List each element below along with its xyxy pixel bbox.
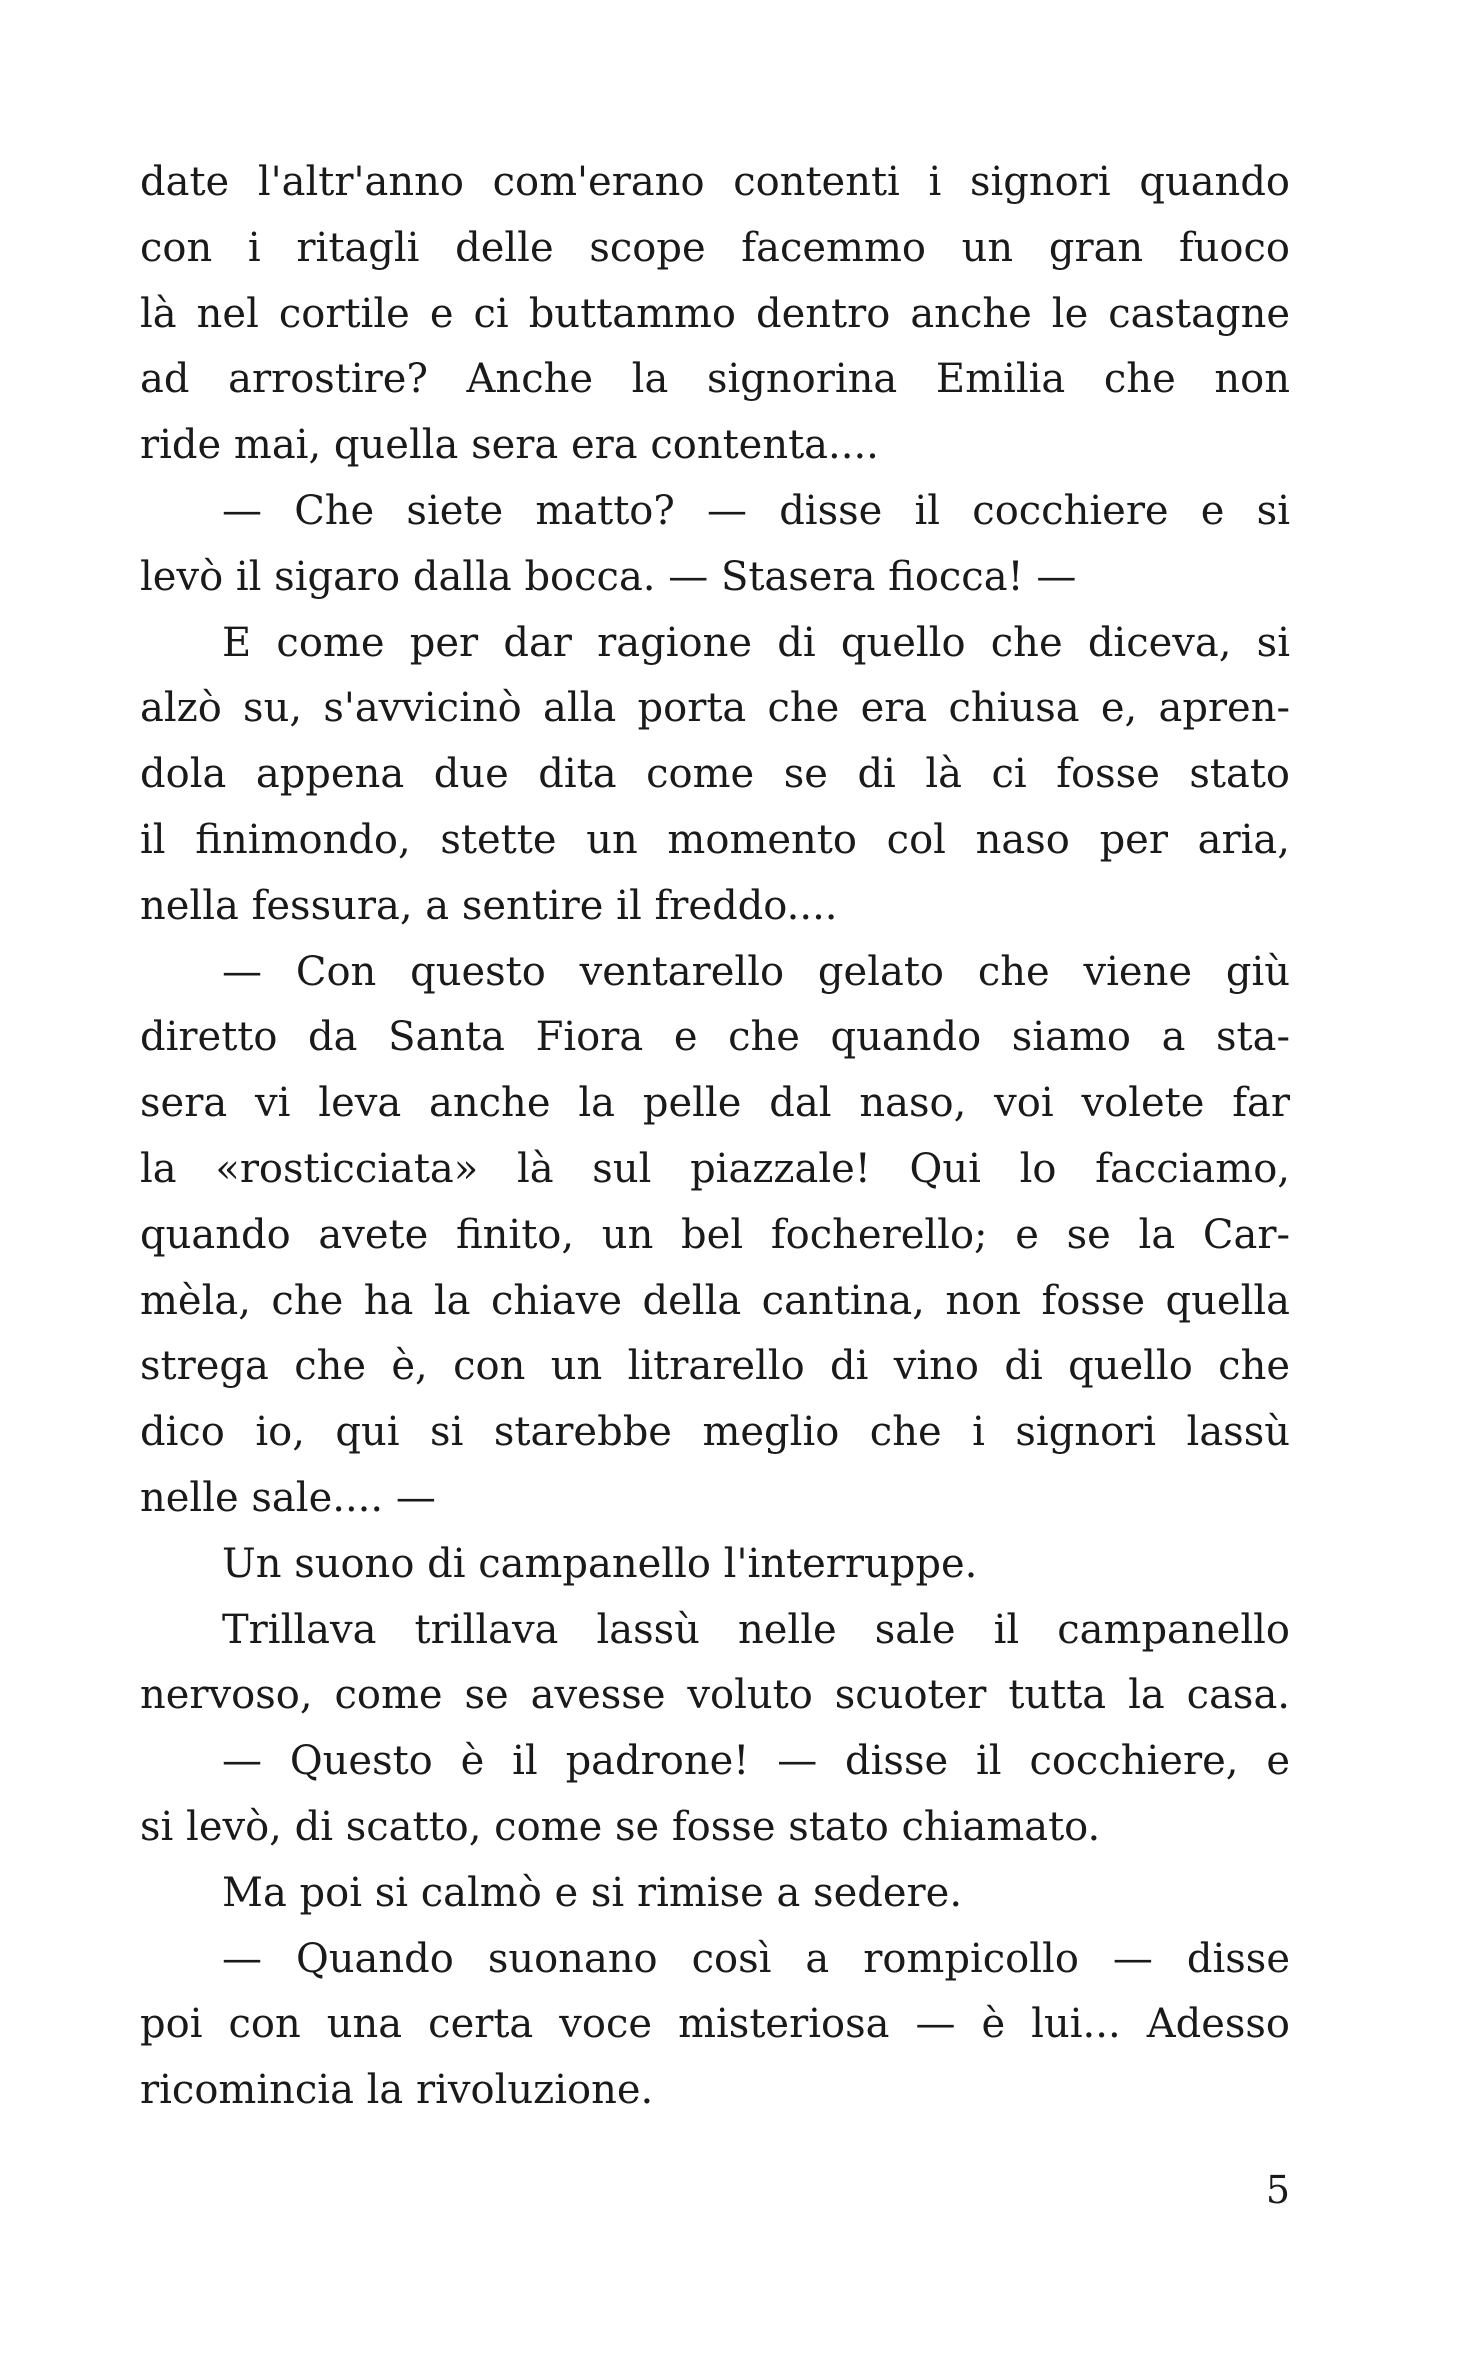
text-line: sera vi leva anche la pelle dal naso, voi volete far bbox=[140, 1080, 1290, 1127]
text-line: quando avete finito, un bel focherello; e se la Car- bbox=[140, 1211, 1290, 1258]
text-line: ricomincia la rivoluzione. bbox=[140, 2067, 654, 2114]
text-line: mèla, che ha la chiave della cantina, non fosse quella bbox=[140, 1277, 1290, 1324]
page-number: 5 bbox=[1265, 2168, 1290, 2212]
text-line: — Con questo ventarello gelato che viene giù bbox=[222, 948, 1290, 995]
text-line: levò il sigaro dalla bocca. — Stasera fiocca! — bbox=[140, 553, 1077, 600]
text-line: nella fessura, a sentire il freddo.... bbox=[140, 882, 838, 929]
text-line: là nel cortile e ci buttammo dentro anche le castagne bbox=[140, 290, 1290, 337]
text-line: dola appena due dita come se di là ci fosse stato bbox=[140, 751, 1290, 798]
text-line: dico io, qui si starebbe meglio che i signori lassù bbox=[140, 1409, 1290, 1456]
text-line: strega che è, con un litrarello di vino di quello che bbox=[140, 1343, 1290, 1390]
text-line: — Questo è il padrone! — disse il cocchiere, e bbox=[222, 1738, 1290, 1785]
text-line: — Che siete matto? — disse il cocchiere e si bbox=[222, 487, 1290, 534]
text-line: ad arrostire? Anche la signorina Emilia che non bbox=[140, 356, 1290, 403]
text-line: date l'altr'anno com'erano contenti i signori quando bbox=[140, 159, 1290, 205]
text-line: si levò, di scatto, come se fosse stato chiamato. bbox=[140, 1803, 1101, 1850]
text-line: — Quando suonano così a rompicollo — disse bbox=[222, 1935, 1290, 1982]
text-line: la «rosticciata» là sul piazzale! Qui lo facciamo, bbox=[140, 1145, 1290, 1192]
text-line: il finimondo, stette un momento col naso per aria, bbox=[140, 816, 1290, 863]
text-line: alzò su, s'avvicinò alla porta che era chiusa e, apren- bbox=[140, 685, 1290, 732]
text-line: poi con una certa voce misteriosa — è lui... Adesso bbox=[140, 2001, 1290, 2048]
text-line: diretto da Santa Fiora e che quando siamo a sta- bbox=[140, 1014, 1290, 1061]
text-line: Un suono di campanello l'interruppe. bbox=[222, 1540, 978, 1587]
text-line: ride mai, quella sera era contenta.... bbox=[140, 422, 879, 469]
text-line: nervoso, come se avesse voluto scuoter tutta la casa. bbox=[140, 1672, 1290, 1719]
text-line: Ma poi si calmò e si rimise a sedere. bbox=[222, 1869, 963, 1916]
text-line: E come per dar ragione di quello che diceva, si bbox=[222, 619, 1290, 666]
body-text bbox=[140, 150, 1290, 2124]
text-line: Trillava trillava lassù nelle sale il campanello bbox=[222, 1606, 1290, 1653]
text-line: nelle sale.... — bbox=[140, 1474, 436, 1521]
text-line: con i ritagli delle scope facemmo un gran fuoco bbox=[140, 224, 1290, 271]
